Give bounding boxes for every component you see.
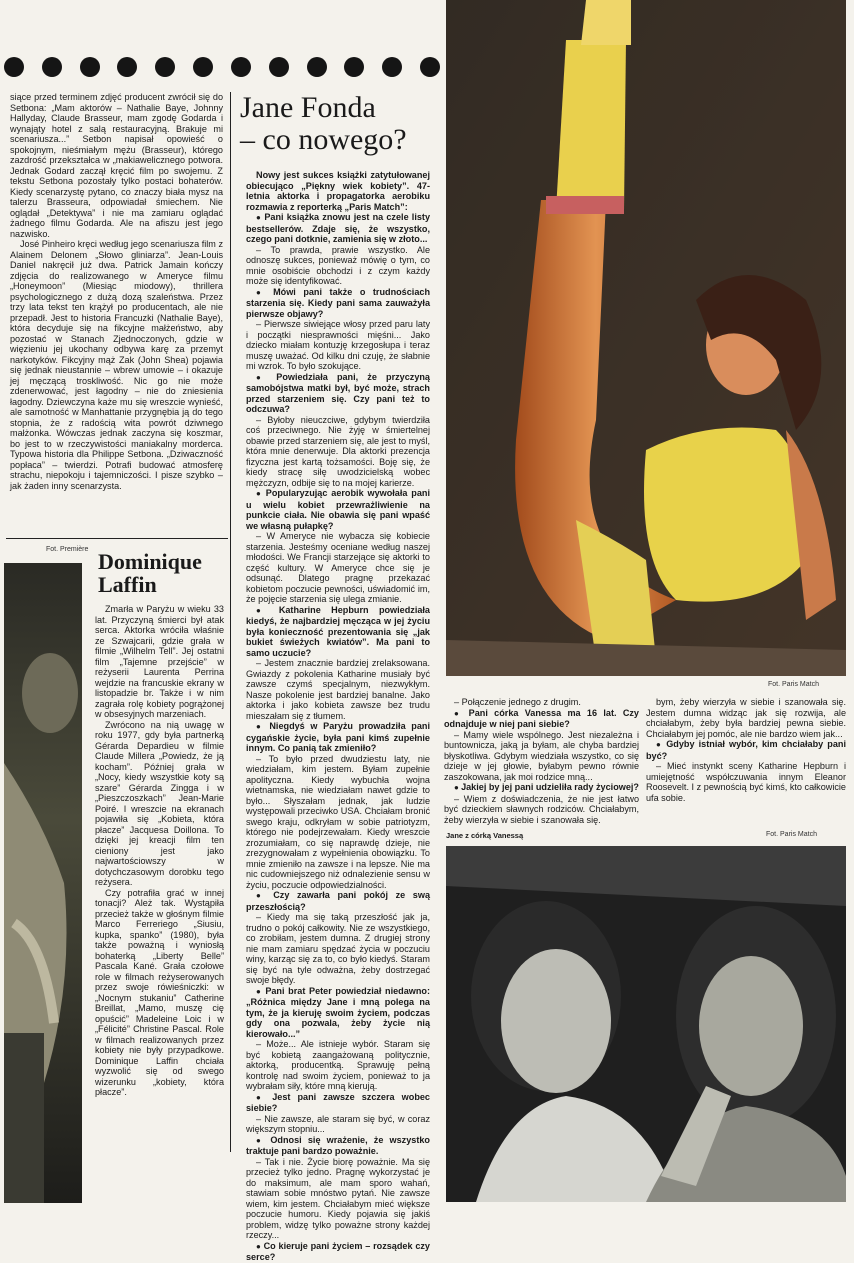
fonda-qa-list bbox=[646, 697, 846, 803]
fonda-intro: Nowy jest sukces książki zatytułowanej obiecująco „Piękny wiek kobiety”. 47-letnia aktorka i propagatorka aerobiku rozmawia z reporterką „Paris Match”: bbox=[246, 170, 430, 212]
dot bbox=[80, 57, 100, 77]
interview-answer: – Może... Ale istnieje wybór. Staram się być kobietą zaangażowaną politycznie, aktorką, producentką. Sprawuję pełną kontrolę nad swoim życiem, ponieważ to ja wybrałam siły, które mną kierują. bbox=[246, 1039, 430, 1091]
interview-question: ● Co kieruje pani życiem – rozsądek czy serce? bbox=[246, 1241, 430, 1263]
dot bbox=[382, 57, 402, 77]
interview-question: ● Pani książka znowu jest na czele listy bestsellerów. Zdaje się, że wszystko, czego pani dotknie, zamienia się w złoto... bbox=[246, 212, 430, 245]
setbon-paragraph: siące przed terminem zdjęć producent zwrócił się do Setbona: „Mam aktorów – Nathalie Baye, Johnny Hallyday, Claude Brasseur, mam zgodę Godarda i wynająty hotel z salą restauracyjną. Brakuje mi scenariusza...” Setbon napisał opowieść o spokojnym, nieśmiałym mężu (Brasseur), któregо zazdrość przekształca w „makiawelicznego potwora. Jednak Godard zaczął kręcić film po swojemu. Z tekstu Setbona pozostały tylko postaci bohaterów. Kiedy scenarzystę pytano, co znaczy biała mysz na talerzu Brasseura, odpowiadał śmiechem. Nie oglądał „Detektywa” i nie ma zamiaru oglądać żadnego filmu Godarda. Ale na afiszu jest jego nazwisko. bbox=[10, 92, 223, 239]
fonda-interview-col2 bbox=[444, 697, 639, 825]
jane-fonda-aerobics-image bbox=[446, 0, 846, 676]
laffin-paragraph: Zwrócono na nią uwagę w roku 1977, gdy była partnerką Gérarda Depardieu w filmie Claude Millera „Powiedz, że ją kocham”. Później grała w „Nocy, kiedy wszystkie koty są szare” Gérarda Zingga i w „Pieszczoszkach” Jean-Marie Poiré. I wreszcie na ekranach pojawiła się „Kobieta, która płacze” Jacquesa Doillona. To dzięki jej kreacji film ten cieniony jest jako najwartościowszy w dotychczasowym dorobku tego reżysera. bbox=[95, 719, 224, 887]
jane-with-vanessa-image bbox=[446, 846, 846, 1202]
fonda-title-line1: Jane Fonda bbox=[240, 91, 376, 124]
interview-question: ● Odnosi się wrażenie, że wszystko traktuje pani bardzo poważnie. bbox=[246, 1135, 430, 1157]
photo-caption-bottom: Jane z córką Vanessą bbox=[446, 831, 524, 840]
decorative-dot-band bbox=[4, 54, 440, 80]
interview-answer: – Pierwsze siwiejące włosy przed paru laty i początki niesprawności mięśni... Jako dziecko miałam kontuzję krzegosłupa i teraz muszę uważać. Od kilku dni czuję, że słabnie mi wzrok. To było szokujące. bbox=[246, 319, 430, 371]
fonda-title-line2: – co nowego? bbox=[240, 122, 407, 156]
dot bbox=[307, 57, 327, 77]
photo-credit-premiere: Fot. Première bbox=[46, 546, 89, 553]
interview-question: ● Niegdyś w Paryżu prowadziła pani cygańskie życie, była pani kimś zupełnie innym. Co panią tak zmieniło? bbox=[246, 721, 430, 754]
interview-question: ● Pani córka Vanessa ma 16 lat. Czy odnajduje w niej pani siebie? bbox=[444, 708, 639, 730]
dot bbox=[231, 57, 251, 77]
photo-credit-bottom: Fot. Paris Match bbox=[766, 831, 817, 838]
jane-fonda-aerobics-photo bbox=[446, 0, 846, 676]
jane-with-vanessa-photo bbox=[446, 846, 846, 1202]
interview-question: ● Pani brat Peter powiedział niedawno: „Różnica między Jane i mną polega na tym, że ja kieruję swoim życiem, podczas gdy ona pozwala, żeby życie nią kierowało...” bbox=[246, 986, 430, 1040]
interview-question: ● Mówi pani także o trudnościach starzenia się. Kiedy pani sama zauważyła pierwsze objawy? bbox=[246, 287, 430, 320]
interview-answer: – Mieć instynkt sceny Katharine Hepburn i umiejętność współczuwania innym Eleanor Roosevelt. I z pewnością być kimś, kto całkowicie ufa sobie. bbox=[646, 761, 846, 803]
laffin-paragraph: Zmarła w Paryżu w wieku 33 lat. Przyczyną śmierci był atak serca. Aktorka wróciła właśnie ze Szwajcarii, gdzie grała w filmie „Wilhelm Tell”. Jej ostatni film „Tajemne przejście” w reżyserii Laurenta Perrina wejdzie na francuskie ekrany w listopadzie br. Także i w nim zagrała rolę kobiety pogrążonej w obsesyjnych marzeniach. bbox=[95, 604, 224, 719]
interview-question: ● Czy zawarła pani pokój ze swą przeszłością? bbox=[246, 890, 430, 912]
laffin-title-line1: Dominique bbox=[98, 549, 202, 574]
interview-answer: – Połączenie jednego z drugim. bbox=[454, 697, 581, 707]
column-divider bbox=[230, 92, 231, 1152]
laffin-article bbox=[95, 604, 224, 1154]
dot bbox=[155, 57, 175, 77]
interview-question: ● Jakiej by jej pani udzieliła rady życiowej? bbox=[444, 782, 639, 794]
fonda-interview-col3 bbox=[646, 697, 846, 809]
dot bbox=[42, 57, 62, 77]
section-divider bbox=[6, 538, 228, 539]
interview-answer: – Tak i nie. Życie biorę poważnie. Ma się przecież tylko jedno. Pragnę wykorzystać je do maksimum, ale mam sporo wahań, stawiam sobie mnóstwo pytań. Nie zawsze wiem, kim jestem. Chciałabym mieć większe poczucie humoru. Kiedy pojawia się jakiś problem, widzę tylko poważne strony każdej rzeczy... bbox=[246, 1156, 430, 1240]
setbon-paragraph: José Pinheiro kręci według jego scenariusza film z Alainem Delonem „Słowo gliniarza”. Jean-Louis Daniel nakręcił już dwa. Patrick Jamain kończy zdjęcia do realizowanego w Ameryce filmu „Honeymoon” (Miesiąc miodowy), thrillera psychologicznego z dużą dozą szaleństwa. Przez trzy lata tekst ten krążył po producentach, ale nie przepadł. Jest to historia Francuzki (Nathalie Baye), która decyduje się na fikcyjne małżeństwo, aby pozostać w Stanach Zjednoczonych, gdzie w więzieniu jej ukochany odbywa karę za przemyt narkotyków. Fikcyjny mąż Zak (John Shea) pojawia się jednak nieustannie – wbrew umowie – i okazuje jej męczącą troskliwość. Nic go nie może zdenerwować, jest łagodny – nie do zniesienia łagodny. Dziewczyna każe mu się wreszcie wynieść, ale samotność w Manhattanie przygnębia ją do tego stopnia, że z radością wita powrót dziwnego małżonka. Wówczas jednak zaczyna się koszmar, bo jest to w rzeczywistości maniakalny morderca. Typowa historia dla Philippe Setbona. „Dziwaczność popłaca” – twierdzi. Potrafi budować atmosferę strachu, niepokoju i tajemniczości. I pisze szybko – jak żaden inny scenarzysta. bbox=[10, 239, 223, 491]
interview-answer: – Mamy wiele wspólnego. Jest niezależna i buntownicza, jaką ja byłam, ale chyba bardziej błyskotliwa. Gdybym wiedziała wszystko, co się dzieje w jej głowie, byłabym pewno równie zaszokowana, jak moi rodzice mną... bbox=[444, 729, 639, 782]
dot bbox=[344, 57, 364, 77]
laffin-title-line2: Laffin bbox=[98, 572, 157, 598]
interview-question: ● Katharine Hepburn powiedziała kiedyś, że najbardziej męcząca w jej życiu była konieczność prezentowania się „jak bukiet świeżych kwiatów”. Ma pani to samo uczucie? bbox=[246, 605, 430, 659]
laffin-title bbox=[98, 550, 202, 596]
photo-credit-top: Fot. Paris Match bbox=[768, 681, 819, 688]
dominique-laffin-photo bbox=[4, 563, 82, 1203]
dot bbox=[269, 57, 289, 77]
interview-answer: – To prawda, prawie wszystko. Ale odnoszę sukces, ponieważ mówię o tym, co mnie osobiście obchodzi i z czym każdy może się identyfikować. bbox=[246, 244, 430, 286]
dot bbox=[193, 57, 213, 77]
interview-question: ● Jest pani zawsze szczera wobec siebie? bbox=[246, 1092, 430, 1114]
interview-answer: – Kiedy ma się taką przeszłość jak ja, trudno o pokój całkowity. Nie ze wszystkiego, co zrobiłam, jestem dumna. Z drugiej strony nie mam zamiaru spędzać życia w poczuciu winy, karząc się za to, co było kiedyś. Staram się być na tyle odważna, żeby dostrzegać swoje błędy. bbox=[246, 912, 430, 985]
dot bbox=[4, 57, 24, 77]
dot bbox=[117, 57, 137, 77]
interview-question: ● Powiedziała pani, że przyczyną samobójstwa matki był, być może, strach przed starzeniem się. Czy pani też to odczuwa? bbox=[246, 372, 430, 415]
interview-answer: – Wiem z doświadczenia, że nie jest łatwo być dzieckiem sławnych rodziców. Chciałabym, żeby wierzyła w siebie i szanowała się. bbox=[444, 793, 639, 825]
dominique-laffin-image bbox=[4, 563, 82, 1203]
interview-question: ● Popularyzując aerobik wywołała pani u wielu kobiet przewrażliwienie na punkcie ciała. Nie obawia się pani wpaść we własną pułapkę? bbox=[246, 488, 430, 531]
interview-question: ● Gdyby istniał wybór, kim chciałaby pani być? bbox=[646, 739, 846, 761]
interview-answer: – To było przed dwudziestu laty, nie wiedziałam, kim jestem. Byłam zupełnie apolityczna. Kiedy wybuchła wojna wietnamska, nie wiedziałam nawet gdzie to było... Słyszałam jednak, jak ludzie występowali przeciwko USA. Chciałam bronić swego kraju, odkryłam w sobie patriotyzm, którego nie podejrzewałam. Kiedy wreszcie zrozumiałam, co się naprawdę dzieje, nie zrezygnowałam z wypełnienia obowiązku. To mnie zmieniło na zawsze i na lepsze. Nie ma nic cudowniejszego niż odnalezienie sensu w życiu, poczucie odpowiedzialności. bbox=[246, 753, 430, 890]
fonda-qa-list bbox=[444, 697, 639, 825]
setbon-article bbox=[10, 92, 223, 532]
fonda-title bbox=[240, 92, 407, 155]
dot bbox=[420, 57, 440, 77]
fonda-interview-col1 bbox=[246, 170, 431, 1262]
interview-answer: – Byłoby nieuczciwe, gdybym twierdziła coś przeciwnego. Nie żyję w śmiertelnej obawie przed starzeniem się, ale jest to myśl, która mnie denerwuje. Dla aktorki prezencja fizyczna jest kartą tożsamości. Boję się, że kiedy stracę siłę uwodzicielską wobec mężczyzn, odbije się to na mojej karierze. bbox=[246, 414, 430, 488]
laffin-paragraph: Czy potrafiła grać w innej tonacji? Ależ tak. Wystąpiła przecież także w głośnym filmie Marco Ferreriego „Siusiu, kupka, spanko” (1980), była także poważną i wyniosłą bohaterką „Liberty Belle” Pascala Kané. Grała czołowe role w filmach reżyserowanych przez swoje rówieśniczki: w „Nocnym stukaniu” Catherine Breillat, „Mamo, muszę cię opuścić” Madeleine Loic i w „Félicité” Christine Pascal. Role w filmach realizowanych przez kobiety nie były przypadkowe. Dominique Laffin chciała wyzwolić się od swego wizerunku „kobiety, która płacze”. bbox=[95, 887, 224, 1097]
interview-answer: bym, żeby wierzyła w siebie i szanowała się. Jestem dumna widząc jak się rozwija, ale chciałabym, żeby była bardziej pewna siebie. Chciałabym jej pomóc, ale nie bardzo wiem jak... bbox=[646, 697, 846, 739]
interview-answer: – Jestem znacznie bardziej zrelaksowana. Gwiazdy z pokolenia Katharine musiały być zawsze czymś specjalnym, niezwykłym. Nasze pokolenie jest bardziej banalne. Jako aktorka i jako kobieta zawsze bez trudu mieszałam się z tłumem. bbox=[246, 658, 430, 721]
fonda-qa-list bbox=[246, 212, 430, 1263]
interview-answer: – Nie zawsze, ale staram się być, w coraz większym stopniu... bbox=[246, 1113, 430, 1134]
interview-answer: – W Ameryce nie wybacza się kobiecie starzenia. Jesteśmy oceniane według naszej młodości. We Francji starzejące się aktorki to część kultury. W Ameryce chce się je odsunąć. Dlatego pragnę przekazać kobietom poczucie pewności, uświadomić im, że pojęcie starzenia się ulega zmianie. bbox=[246, 531, 430, 604]
